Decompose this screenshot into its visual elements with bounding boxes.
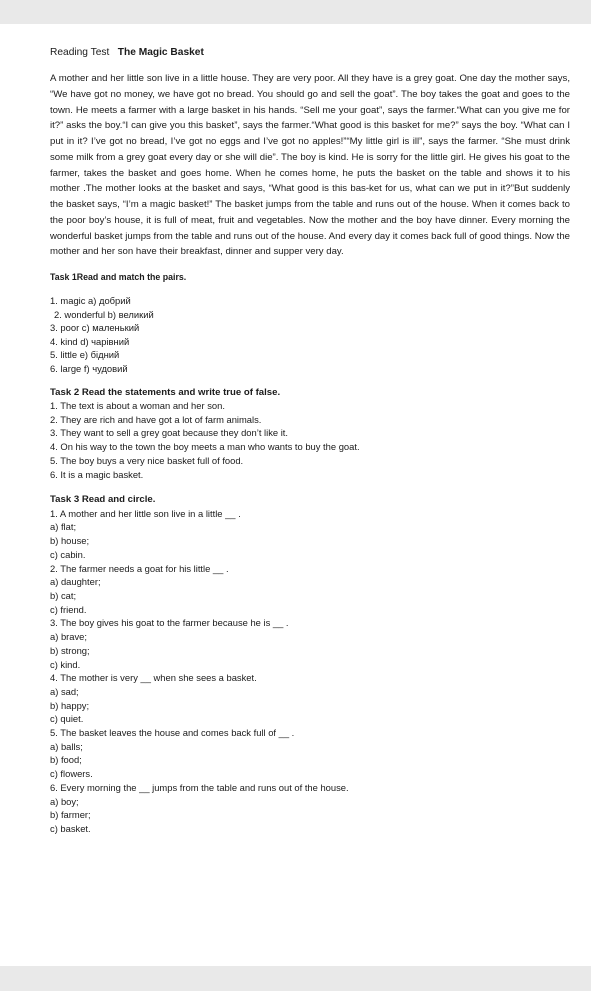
task3-option: b) farmer;	[50, 809, 91, 821]
document-content	[50, 46, 570, 836]
task3-heading: Task 3 Read and circle.	[50, 494, 156, 506]
task2-item: 6. It is a magic basket.	[50, 468, 144, 480]
test-label: Reading Test	[50, 47, 110, 58]
task3-option: c) kind.	[50, 658, 81, 670]
task1-item: 3. poor c) маленький	[50, 322, 140, 334]
task2-list	[50, 399, 570, 481]
task3-option: c) quiet.	[50, 713, 84, 725]
story-title: The Magic Basket	[117, 47, 204, 58]
task1-heading: Task 1Read and match the pairs.	[50, 272, 187, 282]
task3-question: 6. Every morning the __ jumps from the table and runs out of the house.	[50, 781, 349, 793]
task2-heading: Task 2 Read the statements and write true of false.	[50, 386, 281, 398]
task3-option: b) house;	[50, 535, 90, 547]
task1-item: 5. little e) бідний	[50, 349, 120, 361]
task3-option: a) flat;	[50, 521, 77, 533]
task3-option: a) brave;	[50, 631, 87, 643]
task1-item: 6. large f) чудовий	[50, 362, 128, 374]
document-page	[0, 24, 591, 966]
task3-list	[50, 507, 570, 836]
task1-item: 1. magic a) добрий	[50, 295, 131, 306]
task3-question: 4. The mother is very __ when she sees a basket.	[50, 672, 257, 684]
task1-item: 2. wonderful b) великий	[54, 308, 154, 320]
task1-list	[50, 294, 570, 376]
task1-item: 4. kind d) чарівний	[50, 335, 130, 347]
task3-option: b) food;	[50, 754, 82, 766]
task3-option: b) happy;	[50, 699, 90, 711]
task3-question: 5. The basket leaves the house and comes back full of __ .	[50, 727, 295, 739]
task3-option: c) cabin.	[50, 548, 86, 560]
task2-item: 4. On his way to the town the boy meets a man who wants to buy the goat.	[50, 441, 360, 453]
task3-question: 3. The boy gives his goat to the farmer because he is __ .	[50, 617, 289, 629]
story-text: A mother and her little son live in a little house. They are very poor. All they have is a grey goat. One day the mother says, “We have got no money, we have got no bread. You should go and sell the goat”. The boy takes the goat and goes to the town. He meets a farmer with a large basket in his hands. “Sell me your goat”, says the farmer.“What can you give me for it?” asks the boy.“I can give you this basket”, says the farmer.“What good is this basket for me?” says the boy. “What can I put in it? I’ve got no bread, I’ve got no eggs and I’ve got no apples!”“My little girl is ill”, says the farmer. “She must drink some milk from a grey goat every day or she will die”. The boy is kind. He is sorry for the little girl. He gives his goat to the farmer, takes the basket and goes home. When he comes home, he puts the basket on the table and shows it to his mother .The mother looks at the basket and says, “What good is this bas-ket for us, what can we put in it?”But suddenly the basket says, “I’m a magic basket!” The basket jumps from the table and runs out of the house. When it comes back to the poor boy’s house, it is full of meat, fruit and vegetables. Now the mother and the boy have dinner. Every morning the wonderful basket jumps from the table and runs out of the house. And every day it comes back full of good things. Now the mother and her son have their breakfast, dinner and supper very day.	[50, 73, 570, 258]
task2-item: 3. They want to sell a grey goat because they don’t like it.	[50, 427, 288, 439]
task3-option: b) strong;	[50, 644, 90, 656]
task2-item: 5. The boy buys a very nice basket full of food.	[50, 454, 244, 466]
task3-option: b) cat;	[50, 590, 77, 601]
task3-option: a) sad;	[50, 685, 79, 697]
task3-option: a) daughter;	[50, 576, 101, 588]
task3-option: a) balls;	[50, 740, 83, 752]
task2-item: 1. The text is about a woman and her son.	[50, 400, 225, 412]
task3-question: 2. The farmer needs a goat for his little __ .	[50, 562, 229, 574]
task3-option: c) flowers.	[50, 768, 93, 780]
task3-option: c) basket.	[50, 822, 91, 834]
task3-question: 1. A mother and her little son live in a little __ .	[50, 507, 241, 519]
task2-item: 2. They are rich and have got a lot of farm animals.	[50, 413, 262, 425]
task3-option: a) boy;	[50, 795, 79, 807]
task3-option: c) friend.	[50, 603, 87, 615]
page-title	[50, 46, 570, 60]
